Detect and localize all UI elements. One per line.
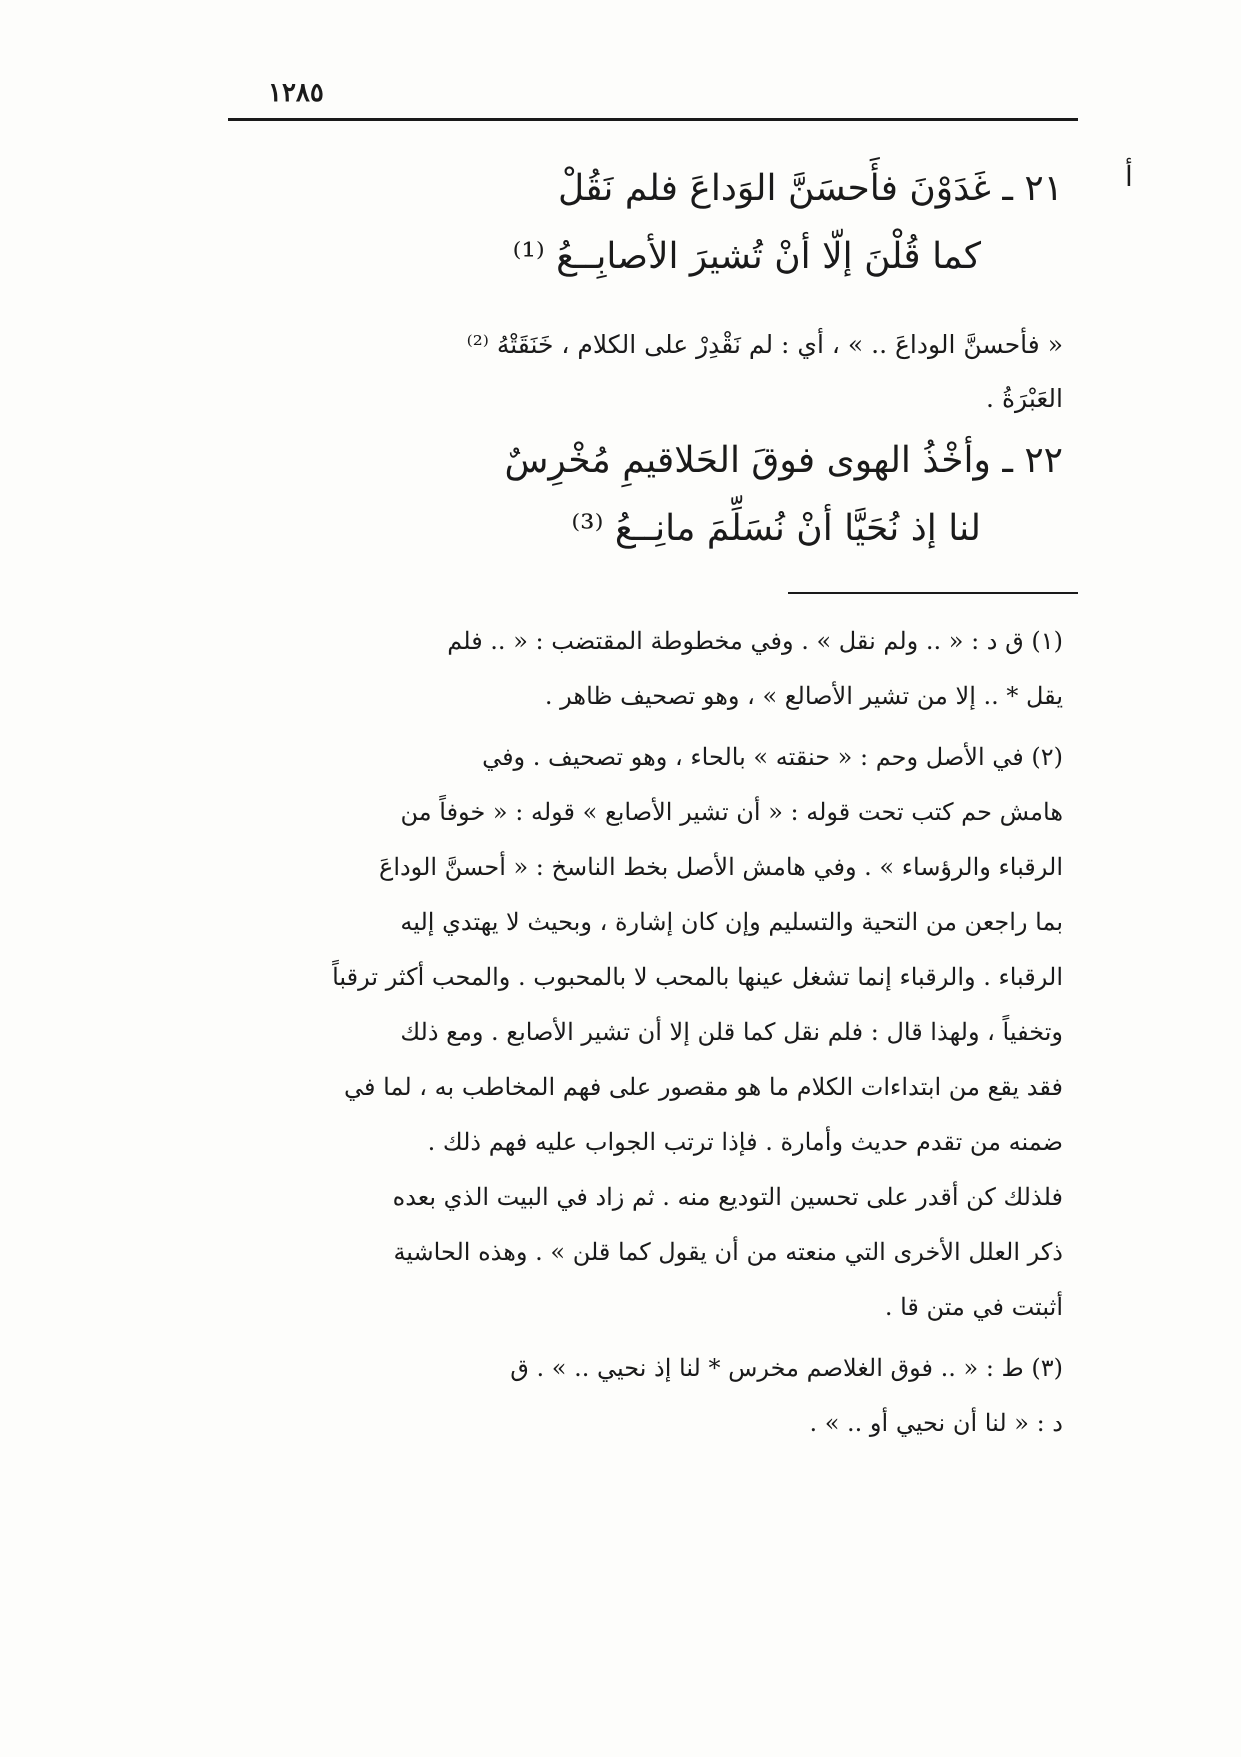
- footnote-line: فلذلك كن أقدر على تحسين التوديع منه . ثم زاد في البيت الذي بعده: [392, 1183, 1063, 1211]
- verse-21-first-hemistich: ٢١ ـ غَدَوْنَ فأَحسَنَّ الوَداعَ فلم نَقُلْ: [557, 168, 1063, 209]
- footnote-line: الرقباء والرؤساء » . وفي هامش الأصل بخط الناسخ : « أحسنَّ الوداعَ: [379, 853, 1063, 881]
- footnote-rule: [788, 592, 1078, 594]
- footnotes: [208, 614, 1063, 1457]
- footnote-3: [208, 1341, 1063, 1451]
- footnote-line: (٢) في الأصل وحم : « حنقته » بالحاء ، وهو تصحيف . وفي: [482, 743, 1063, 771]
- footnote-line: ضمنه من تقدم حديث وأمارة . فإذا ترتب الجواب عليه فهم ذلك .: [427, 1128, 1063, 1156]
- footnote-line: وتخفياً ، ولهذا قال : فلم نقل كما قلن إلا أن تشير الأصابع . ومع ذلك: [400, 1018, 1063, 1046]
- footnote-line: د : « لنا أن نحيي أو .. » .: [809, 1409, 1063, 1437]
- footnote-line: الرقباء . والرقباء إنما تشغل عينها بالمحب لا بالمحبوب . والمحب أكثر ترقباً: [332, 963, 1063, 991]
- gloss-line-1: « فأحسنَّ الوداعَ .. » ، أي : لم نَقْدِرْ على الكلام ، خَنَقَتْهُ ⁽²⁾: [466, 330, 1063, 359]
- footnote-line: أثبتت في متن قا .: [884, 1293, 1063, 1321]
- footnote-line: (١) ق د : « .. ولم نقل » . وفي مخطوطة المقتضب : « .. فلم: [447, 627, 1063, 655]
- footnote-line: بما راجعن من التحية والتسليم وإن كان إشارة ، وبحيث لا يهتدي إليه: [400, 908, 1063, 936]
- page-number: ١٢٨٥: [268, 78, 324, 108]
- footnote-1: [208, 614, 1063, 724]
- footnote-line: يقل * .. إلا من تشير الأصالع » ، وهو تصحيف ظاهر .: [544, 682, 1063, 710]
- footnote-2: [208, 730, 1063, 1335]
- gloss-line-2: العَبْرَةُ .: [986, 384, 1063, 413]
- verse-22-first-hemistich: ٢٢ ـ وأخْذُ الهوى فوقَ الحَلاقيمِ مُخْرِسٌ: [504, 440, 1063, 481]
- verse-22-second-hemistich: لنا إذ نُحَيَّا أنْ نُسَلِّمَ مانِــعُ ⁽³⁾: [571, 508, 981, 549]
- footnote-line: فقد يقع من ابتداءات الكلام ما هو مقصور على فهم المخاطب به ، لما في: [344, 1073, 1063, 1101]
- header-rule: [228, 118, 1078, 121]
- footnote-line: (٣) ط : « .. فوق الغلاصم مخرس * لنا إذ نحيي .. » . ق: [510, 1354, 1063, 1382]
- margin-mark: أ: [1125, 160, 1133, 193]
- verse-21-second-hemistich: كما قُلْنَ إلّا أنْ تُشيرَ الأصابِــعُ ⁽¹⁾: [512, 236, 981, 277]
- footnote-line: ذكر العلل الأخرى التي منعته من أن يقول كما قلن » . وهذه الحاشية: [393, 1238, 1063, 1266]
- footnote-line: هامش حم كتب تحت قوله : « أن تشير الأصابع » قوله : « خوفاً من: [400, 798, 1063, 826]
